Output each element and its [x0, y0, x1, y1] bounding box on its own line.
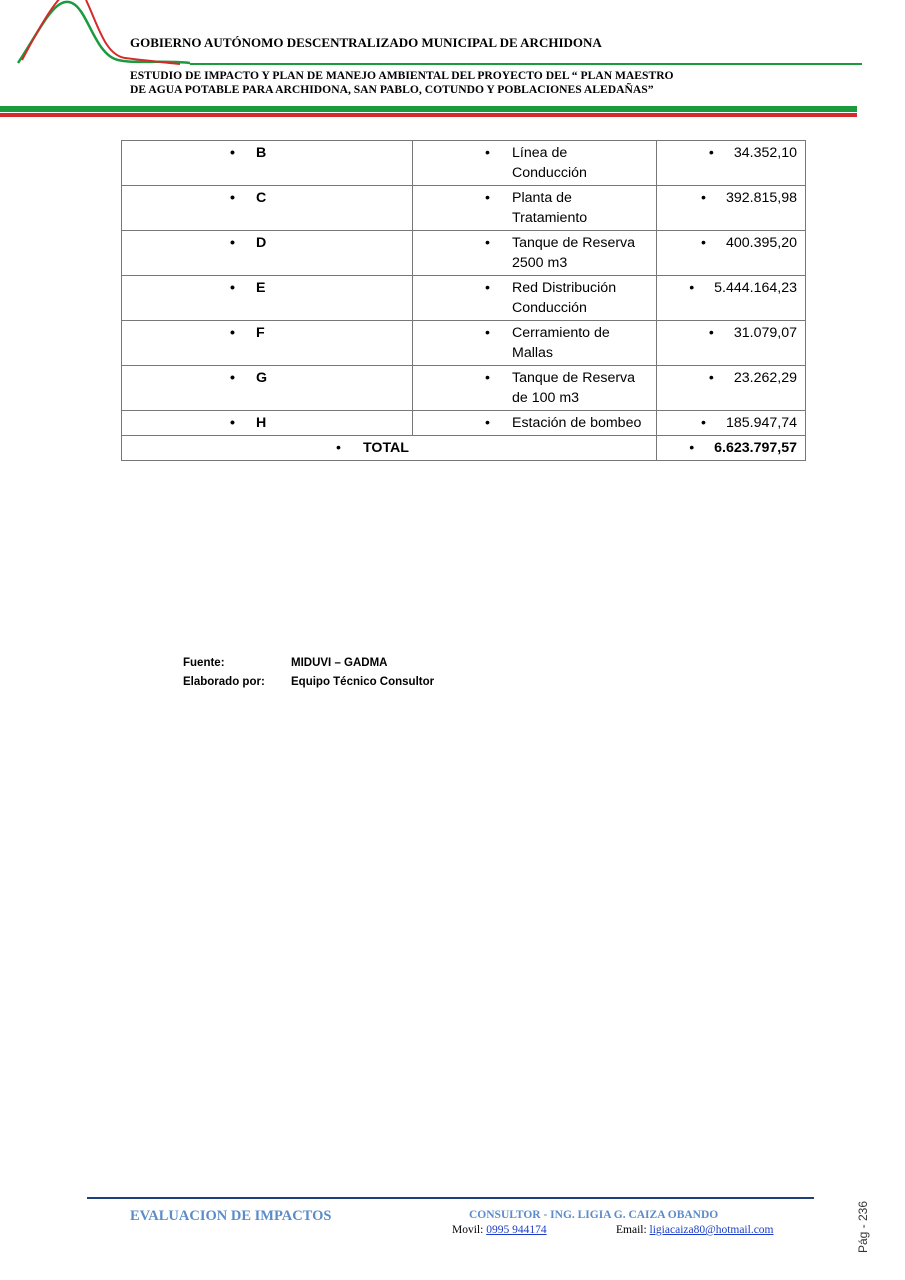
row-value-cell: [657, 321, 806, 366]
row-code: F: [256, 325, 265, 341]
row-code: D: [256, 235, 267, 251]
row-code: G: [256, 370, 268, 386]
cost-table: [121, 140, 806, 461]
footer-section-title: EVALUACION DE IMPACTOS: [130, 1208, 332, 1224]
elaborado-label: Elaborado por:: [183, 676, 265, 688]
fuente-value: MIDUVI – GADMA: [291, 657, 388, 669]
row-value: 23.262,29: [733, 370, 797, 386]
total-value: 6.623.797,57: [714, 440, 797, 456]
table-row: [122, 321, 806, 366]
bullet-icon: •: [230, 190, 235, 206]
bullet-icon: •: [701, 235, 706, 251]
row-code-cell: [122, 411, 413, 436]
bullet-icon: •: [708, 325, 714, 341]
bullet-icon: •: [230, 145, 235, 161]
table-row: [122, 366, 806, 411]
row-value-cell: [657, 141, 806, 186]
bullet-icon: •: [230, 325, 235, 341]
bullet-icon: •: [485, 415, 490, 431]
bullet-icon: •: [336, 440, 341, 456]
row-value: 31.079,07: [733, 325, 797, 341]
row-item-cell: [413, 141, 657, 186]
row-value: 400.395,20: [725, 235, 797, 251]
row-value: 185.947,74: [725, 415, 797, 431]
row-code-cell: [122, 231, 413, 276]
bullet-icon: •: [485, 145, 490, 161]
footer-consultant: CONSULTOR - ING. LIGIA G. CAIZA OBANDO: [469, 1209, 719, 1221]
row-item-cell: [413, 321, 657, 366]
fuente-label: Fuente:: [183, 657, 225, 669]
row-value-cell: [657, 411, 806, 436]
bullet-icon: •: [485, 235, 490, 251]
row-item-cell: [413, 276, 657, 321]
email-label: Email:: [616, 1224, 647, 1236]
row-item: Tanque de Reserva 2500 m3: [512, 235, 636, 271]
header-subtitle-line-1: ESTUDIO DE IMPACTO Y PLAN DE MANEJO AMBIENTAL DEL PROYECTO DEL “ PLAN MAESTRO: [130, 69, 674, 82]
bullet-icon: •: [485, 370, 490, 386]
header-title: GOBIERNO AUTÓNOMO DESCENTRALIZADO MUNICIPAL DE ARCHIDONA: [130, 35, 602, 50]
row-value-cell: [657, 366, 806, 411]
row-item: Planta de Tratamiento: [512, 190, 588, 226]
movil-label: Movil:: [452, 1224, 484, 1236]
bullet-icon: •: [485, 325, 490, 341]
row-code-cell: [122, 366, 413, 411]
bullet-icon: •: [701, 190, 706, 206]
bullet-icon: •: [708, 370, 714, 386]
table-row: [122, 141, 806, 186]
page-number: [852, 1195, 874, 1259]
row-code: B: [256, 145, 267, 161]
bullet-icon: •: [708, 145, 714, 161]
bullet-icon: •: [701, 415, 706, 431]
header-subtitle: [130, 69, 810, 97]
row-value-cell: [657, 186, 806, 231]
table-row: [122, 276, 806, 321]
footer-rule: [87, 1197, 814, 1199]
footer-contact: [452, 1224, 792, 1236]
row-code: H: [256, 415, 267, 431]
header-green-bar: [0, 106, 857, 112]
row-item: Tanque de Reserva de 100 m3: [512, 370, 636, 406]
total-label: TOTAL: [363, 440, 409, 456]
bullet-icon: •: [230, 415, 235, 431]
movil-link[interactable]: 0995 944174: [486, 1224, 547, 1236]
row-code-cell: [122, 186, 413, 231]
source-notes: [183, 654, 434, 692]
table-row: [122, 411, 806, 436]
row-code: E: [256, 280, 266, 296]
page-number-text: Pág - 236: [856, 1200, 870, 1254]
bullet-icon: •: [485, 280, 490, 296]
row-item: Cerramiento de Mallas: [512, 325, 610, 361]
elaborado-row: [183, 673, 434, 692]
email-link[interactable]: ligiacaiza80@hotmail.com: [649, 1224, 774, 1236]
bullet-icon: •: [485, 190, 490, 206]
row-code-cell: [122, 276, 413, 321]
bullet-icon: •: [689, 440, 695, 456]
row-item: Línea de Conducción: [512, 145, 587, 181]
elaborado-value: Equipo Técnico Consultor: [291, 676, 435, 688]
row-value-cell: [657, 276, 806, 321]
row-item-cell: [413, 366, 657, 411]
row-value: 5.444.164,23: [714, 280, 797, 296]
row-value: 392.815,98: [725, 190, 797, 206]
bullet-icon: •: [689, 280, 695, 296]
row-item-cell: [413, 411, 657, 436]
row-value: 34.352,10: [733, 145, 797, 161]
row-code-cell: [122, 321, 413, 366]
row-item-cell: [413, 186, 657, 231]
bullet-icon: •: [230, 280, 235, 296]
row-code-cell: [122, 141, 413, 186]
table-row: [122, 231, 806, 276]
total-label-cell: [122, 436, 657, 461]
row-item: Red Distribución Conducción: [512, 280, 617, 316]
row-code: C: [256, 190, 267, 206]
row-value-cell: [657, 231, 806, 276]
row-item-cell: [413, 231, 657, 276]
total-row: [122, 436, 806, 461]
source-row: [183, 654, 434, 673]
email-block: [616, 1224, 774, 1236]
total-value-cell: [657, 436, 806, 461]
row-item: Estación de bombeo: [512, 415, 642, 431]
table-row: [122, 186, 806, 231]
bullet-icon: •: [230, 370, 235, 386]
header-subtitle-line-2: DE AGUA POTABLE PARA ARCHIDONA, SAN PABLO, COTUNDO Y POBLACIONES ALEDAÑAS”: [130, 83, 654, 96]
bullet-icon: •: [230, 235, 235, 251]
header-red-bar: [0, 113, 857, 117]
